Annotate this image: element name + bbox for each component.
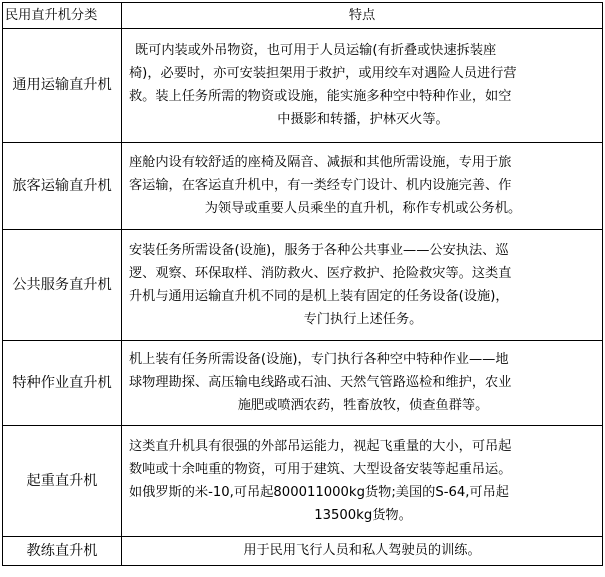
table-row [3, 230, 603, 341]
feature-line: 这类直升机具有很强的外部吊运能力，视起飞重量的大小，可吊起 [129, 438, 512, 454]
category-cell: 起重直升机 [3, 426, 122, 537]
features-cell [122, 426, 603, 537]
features-cell [122, 143, 603, 230]
feature-line: 数吨或十余吨重的物资，可用于建筑、大型设备安装等起重吊运。 [129, 461, 512, 477]
feature-line: 逻、观察、环保取样、消防救火、医疗救护、抢险救灾等。这类直 [129, 265, 512, 281]
feature-line: 为领导或重要人员乘坐的直升机，称作专机或公务机。 [204, 201, 522, 216]
header-features: 特点 [122, 3, 603, 29]
feature-line: 中摄影和转播，护林灭火等。 [277, 112, 449, 127]
feature-line: 专门执行上述任务。 [303, 311, 423, 327]
table-row [3, 537, 603, 566]
feature-line: 用于民用飞行人员和私人驾驶员的训练。 [243, 543, 481, 558]
category-cell: 旅客运输直升机 [3, 143, 122, 230]
feature-line: 既可内装或外吊物资，也可用于人员运输(有折叠或快速拆装座 [135, 43, 497, 58]
feature-line: 安装任务所需设备(设施)，服务于各种公共事业——公安执法、巡 [129, 242, 509, 258]
feature-line: 升机与通用运输直升机不同的是机上装有固定的任务设备(设施)， [129, 288, 509, 304]
table-row [3, 341, 603, 426]
category-cell: 公共服务直升机 [3, 230, 122, 341]
table-row [3, 426, 603, 537]
feature-line: 椅)，必要时，亦可安装担架用于救护，或用绞车对遇险人员进行营 [129, 66, 517, 81]
category-cell: 教练直升机 [3, 537, 122, 566]
table-header-row [3, 3, 603, 29]
features-cell [122, 341, 603, 426]
features-cell [122, 230, 603, 341]
feature-line: 救。装上任务所需的物资或设施，能实施多种空中特种作业，如空 [129, 89, 512, 104]
category-cell: 通用运输直升机 [3, 29, 122, 143]
feature-line: 座舱内设有较舒适的座椅及隔音、减振和其他所需设施，专用于旅 [129, 155, 512, 170]
helicopter-classification-table [2, 2, 603, 566]
feature-line: 球物理勘探、高压输电线路或石油、天然气管路巡检和维护，农业 [129, 375, 512, 390]
feature-line: 施肥或喷洒农药，牲畜放牧，侦查鱼群等。 [237, 398, 489, 413]
table-row [3, 143, 603, 230]
category-cell: 特种作业直升机 [3, 341, 122, 426]
feature-line: 机上装有任务所需设备(设施)，专门执行各种空中特种作业——地 [129, 352, 509, 367]
table-row [3, 29, 603, 143]
feature-line: 客运输，在客运直升机中，有一类经专门设计、机内设施完善、作 [129, 178, 512, 193]
features-cell [122, 537, 603, 566]
header-category: 民用直升机分类 [3, 3, 122, 29]
feature-line: 如俄罗斯的米-10,可吊起800011000kg货物;美国的S-64,可吊起 [129, 484, 509, 500]
features-cell [122, 29, 603, 143]
feature-line: 13500kg货物。 [314, 507, 412, 523]
